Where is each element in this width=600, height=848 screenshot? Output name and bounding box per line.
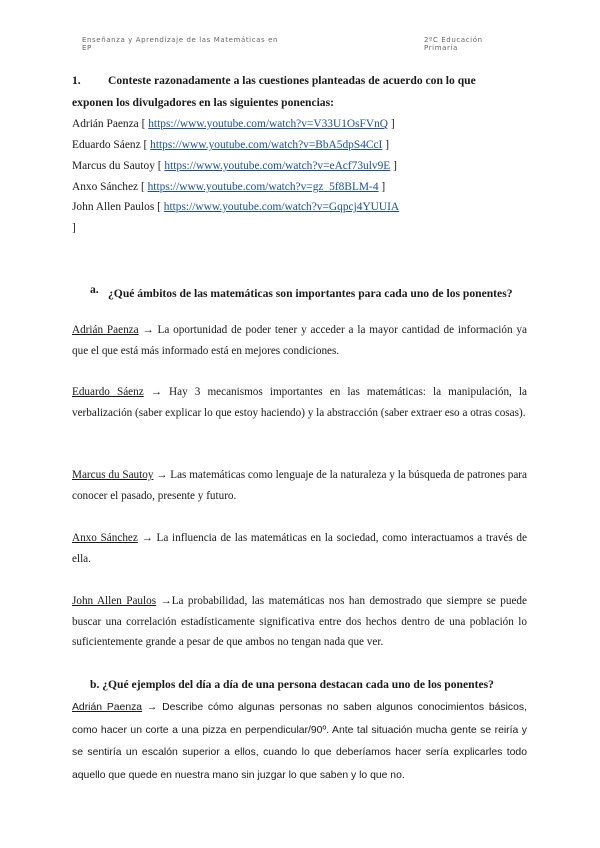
header-group-line1: 2ºC Educación	[424, 36, 483, 44]
speaker-line	[72, 138, 389, 152]
speaker-name: Adrián Paenza	[72, 702, 143, 713]
speaker-video-link[interactable]: https://www.youtube.com/watch?v=V33U1OsFVnQ	[148, 118, 389, 130]
bracket: ]	[388, 118, 395, 130]
bracket: [	[154, 201, 164, 213]
header-left	[82, 36, 278, 52]
closing-bracket: ]	[72, 222, 76, 234]
speaker-line	[72, 117, 395, 131]
bracket: [	[138, 181, 148, 193]
answer-text: → Hay 3 mecanismos importantes en las matemáticas: la manipulación, la verbalización (saber explicar lo que estoy haciendo) y la abstracción (saber extraer eso a otras cosas).	[72, 386, 527, 419]
answer-text: →La probabilidad, las matemáticas nos han demostrado que siempre se puede buscar una correlación estadísticamente significativa entre dos hechos dentro de una población lo suficientemente grande a pesar de que ambos no tengan nada que ver.	[72, 595, 527, 648]
speaker-video-link[interactable]: https://www.youtube.com/watch?v=BbA5dpS4CcI	[150, 139, 383, 151]
answer-paragraph	[72, 591, 527, 653]
subquestion-b-text: b. ¿Qué ejemplos del día a día de una persona destacan cada uno de los ponentes?	[90, 678, 494, 691]
answer-paragraph	[72, 528, 527, 569]
speaker-line	[72, 159, 397, 173]
answer-paragraph	[72, 465, 527, 506]
header-group-line2: Primaria	[424, 44, 458, 52]
bracket: [	[154, 160, 165, 172]
bracket: ]	[378, 181, 386, 193]
speaker-name: Adrián Paenza	[72, 118, 139, 130]
header-course-line2: EP	[82, 44, 92, 52]
bracket: ]	[382, 139, 390, 151]
speaker-line	[72, 200, 399, 214]
speaker-name: Marcus du Sautoy	[72, 469, 154, 481]
subquestion-a-label: a.	[90, 283, 99, 296]
speaker-video-link[interactable]: https://www.youtube.com/watch?v=gz_5f8BLM-4	[147, 181, 379, 193]
speaker-name: Anxo Sánchez	[72, 532, 138, 544]
speaker-line	[72, 180, 385, 194]
bracket: [	[138, 118, 149, 130]
answer-paragraph	[72, 320, 527, 361]
answer-text: → La influencia de las matemáticas en la sociedad, como interactuamos a través de ella.	[72, 532, 527, 565]
subquestion-a-text: ¿Qué ámbitos de las matemáticas son importantes para cada uno de los ponentes?	[108, 287, 513, 300]
speaker-name: Eduardo Sáenz	[72, 139, 141, 151]
answer-text: → Las matemáticas como lenguaje de la naturaleza y la búsqueda de patrones para conocer el pasado, presente y futuro.	[72, 469, 527, 502]
speaker-video-link[interactable]: https://www.youtube.com/watch?v=Gqpcj4YUUIA	[163, 201, 400, 213]
bracket: [	[140, 139, 151, 151]
question-number: 1.	[72, 74, 81, 87]
speaker-name: Anxo Sánchez	[72, 181, 139, 193]
speaker-name: John Allen Paulos	[72, 201, 155, 213]
header-course-line1: Enseñanza y Aprendizaje de las Matemáticas en	[82, 36, 279, 44]
question-text-line1: Conteste razonadamente a las cuestiones planteadas de acuerdo con lo que	[108, 74, 476, 87]
speaker-name: John Allen Paulos	[72, 595, 157, 607]
bracket: ]	[390, 160, 397, 172]
question-text-line2: exponen los divulgadores en las siguientes ponencias:	[72, 96, 334, 109]
speaker-name: Eduardo Sáenz	[72, 386, 144, 398]
answer-text: → Describe cómo algunas personas no saben algunos conocimientos básicos, como hacer un corte a una pizza en perpendicular/90º. Ante tal situación mucha gente se reiría y se sentiría un escalón superior a ellos, cuando lo que deberíamos hacer sería explicarles todo aquello que quede en nuestra mano sin juzgar lo que saben y lo que no.	[72, 702, 527, 781]
answer-paragraph	[72, 697, 527, 787]
speaker-video-link[interactable]: https://www.youtube.com/watch?v=eAcf73ulv9E	[164, 160, 391, 172]
answer-paragraph	[72, 382, 527, 423]
answer-text: → La oportunidad de poder tener y acceder a la mayor cantidad de información ya que el que está más informado está en mejores condiciones.	[72, 324, 527, 357]
speaker-name: Adrián Paenza	[72, 324, 139, 336]
speaker-name: Marcus du Sautoy	[72, 160, 155, 172]
header-right	[424, 36, 483, 52]
